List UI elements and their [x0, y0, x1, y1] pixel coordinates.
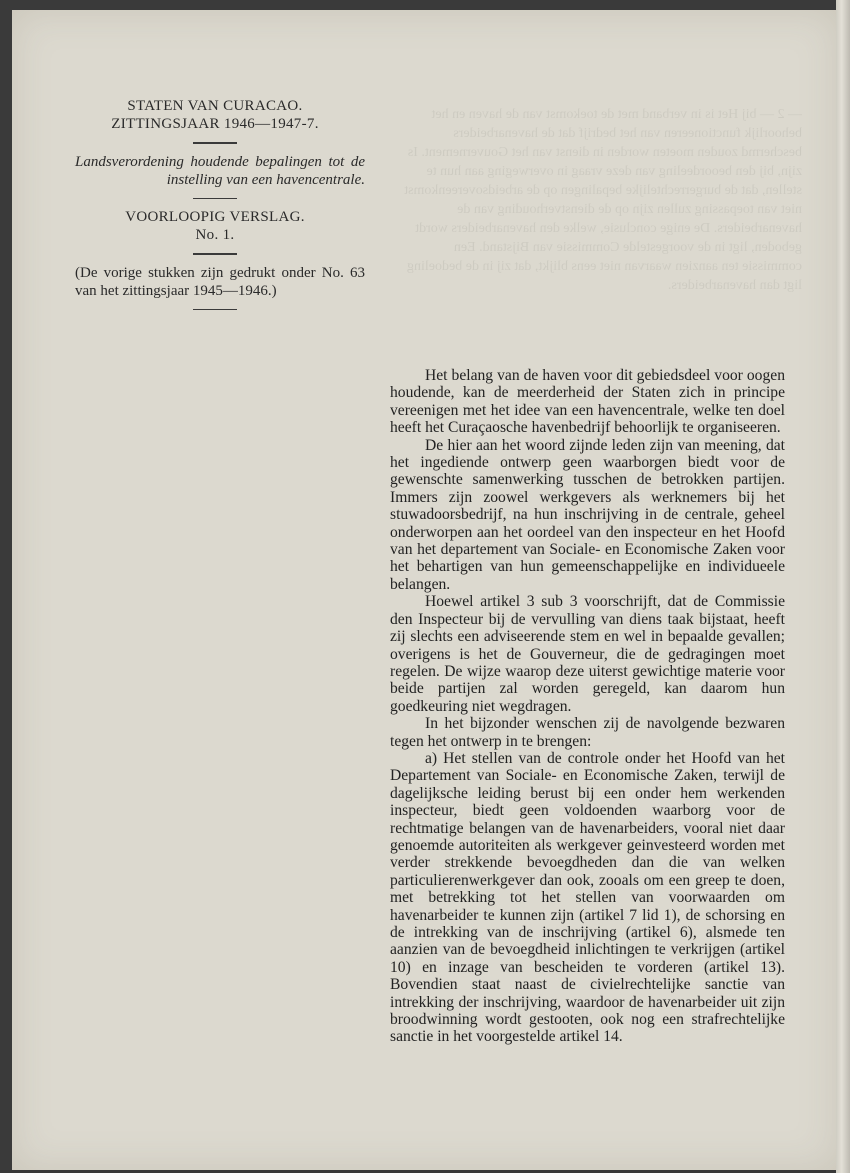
- report-title: VOORLOOPIG VERSLAG.: [125, 209, 305, 225]
- divider-3: [193, 253, 237, 255]
- header-line-1: STATEN VAN CURACAO.: [127, 98, 303, 114]
- paragraph-1: Het belang van de haven voor dit gebiedsdeel voor oogen houdende, kan de meerderheid der Staten zich in principe vereenigen met het idee van een havencentrale, welke ten doel heeft het Curaçaosche havenbedrijf behoorlijk te organiseeren.: [390, 367, 785, 437]
- paragraph-3: Hoewel artikel 3 sub 3 voorschrijft, dat de Commissie den Inspecteur bij de vervulling van diens taak bijstaat, heeft zij slechts een adviseerende stem en wel in bepaalde gevallen; overigens is het de Gouverneur, die de gedragingen moet regelen. De wijze waarop deze uiterst gewichtige materie voor beide partijen zal worden geregeld, kan daarom hun goedkeuring niet wegdragen.: [390, 593, 785, 715]
- paragraph-4: In het bijzonder wenschen zij de navolgende bezwaren tegen het ontwerp in te brengen:: [390, 715, 785, 750]
- report-header: [65, 208, 365, 244]
- previous-documents-note: (De vorige stukken zijn gedrukt onder No. 63 van het zittingsjaar 1945—1946.): [75, 264, 365, 299]
- report-number: No. 1.: [195, 227, 235, 243]
- divider-1: [193, 142, 237, 144]
- bleed-through-text: — 2 — bij Het is in verband met de toekomst van de haven en het behoorlijk functioneeren van het bedrijf dat de havenarbeiders beschermd zouden moeten worden in dienst van het Gouvernement. Is zijn, bij den beoordeeling van deze vraag in overweging aan hun te stellen, dat de burgerrechtelijke bepalingen op de arbeidsovereenkomst niet van toepassing zullen zijn op de dienstverhouding van de havenarbeiders. De enige conclusie, welke den havenarbeiders wordt geboden, ligt in de voorgestelde Commissie van Bijstand. Een commissie ten aanzien waarvan niet eens blijkt, dat zij in de bedoeling ligt dan havenarbeiders.: [404, 107, 802, 293]
- page-edge: [836, 0, 850, 1173]
- session-header: [65, 97, 365, 133]
- ordinance-title: Landsverordening houdende bepalingen tot de instelling van een havencentrale.: [75, 153, 365, 188]
- header-line-2: ZITTINGSJAAR 1946—1947-7.: [111, 116, 319, 132]
- paragraph-2: De hier aan het woord zijnde leden zijn van meening, dat het ingediende ontwerp geen waarborgen biedt voor de gewenschte samenwerking tusschen de betrokken partijen. Immers zijn zoowel werkgevers als werknemers bij het stuwadoorsbedrijf, na hun inschrijving in de centrale, geheel onderworpen aan het oordeel van den inspecteur en het Hoofd van het departement van Sociale- en Economische Zaken voor het behartigen van hun gemeenschappelijke en individueele belangen.: [390, 436, 785, 593]
- divider-2: [193, 198, 237, 200]
- paragraph-5-item-a: a) Het stellen van de controle onder het Hoofd van het Departement van Sociale- en Economische Zaken, terwijl de dagelijksche leiding berust bij een onder hem werkenden inspecteur, biedt geen voldoenden waarborg voor de rechtmatige belangen van de havenarbeiders, vooral niet daar genoemde autoriteiten als werkgever geinvesteerd worden met verder strekkende bevoegdheden dan die van welken particulierenwerkgever dan ook, zooals om een greep te doen, met betrekking tot het stellen van voorwaarden om havenarbeider te kunnen zijn (artikel 7 lid 1), de schorsing en de intrekking van de inschrijving (artikel 6), alsmede ten aanzien van de bevoegdheid inlichtingen te verkrijgen (artikel 10) en inzage van bescheiden te vorderen (artikel 13). Bovendien staat naast de civielrechtelijke sanctie van intrekking der inschrijving, waardoor de havenarbeider uit zijn broodwinning wordt gestooten, ook nog een strafrechtelijke sanctie in het voorgestelde artikel 14.: [390, 749, 785, 1046]
- divider-4: [193, 309, 237, 311]
- report-body: [390, 367, 785, 1046]
- left-column: [65, 97, 365, 319]
